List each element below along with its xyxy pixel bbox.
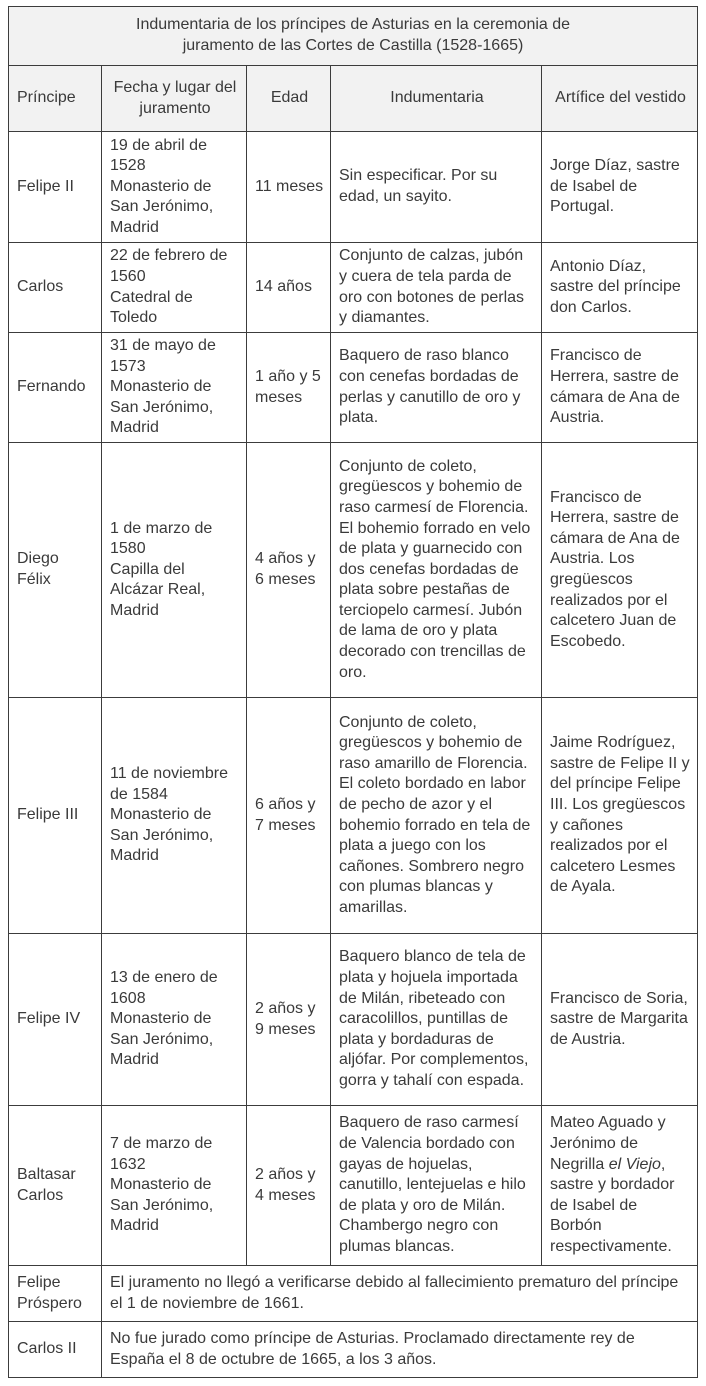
cell-artifice: Jaime Rodríguez, sastre de Felipe II y del príncipe Felipe III. Los gregüescos y cañones realizados por el calcetero Lesmes de Ayala. (542, 698, 698, 934)
cell-principe: Felipe III (9, 698, 102, 934)
cell-principe: Felipe II (9, 132, 102, 243)
cell-artifice: Francisco de Herrera, sastre de cámara de Ana de Austria. Los gregüescos realizados por el calcetero Juan de Escobedo. (542, 443, 698, 698)
table-row (9, 1266, 698, 1322)
cell-edad: 6 años y 7 meses (247, 698, 331, 934)
cell-artifice (542, 1106, 698, 1266)
princes-table (8, 6, 698, 1378)
cell-fecha (102, 243, 247, 333)
cell-artifice-part-a: Mateo Aguado y Jerónimo de Negrilla (550, 1114, 666, 1173)
cell-edad: 2 años y 9 meses (247, 934, 331, 1106)
cell-fecha (102, 1106, 247, 1266)
cell-note: No fue jurado como príncipe de Asturias. Proclamado directamente rey de España el 8 de octubre de 1665, a los 3 años. (102, 1322, 698, 1378)
cell-fecha-place: Catedral de Toledo (110, 288, 193, 327)
cell-fecha-date: 1 de marzo de 1580 (110, 519, 213, 558)
cell-fecha-place: Monasterio de San Jerónimo, Madrid (110, 177, 214, 236)
table-row (9, 443, 698, 698)
header-fecha-line-2: juramento (139, 99, 211, 117)
caption-line-1: Indumentaria de los príncipes de Asturias en la ceremonia de (136, 16, 571, 34)
table-row (9, 333, 698, 443)
cell-principe: Baltasar Carlos (9, 1106, 102, 1266)
caption-line-2: juramento de las Cortes de Castilla (1528-1665) (182, 37, 524, 54)
cell-indumentaria: Baquero de raso carmesí de Valencia bordado con gayas de hojuelas, canutillo, lentejuelas e hilo de plata y oro de Milán. Chambergo negro con plumas blancas. (331, 1106, 542, 1266)
cell-fecha-place: Monasterio de San Jerónimo, Madrid (110, 1176, 214, 1235)
cell-indumentaria: Baquero blanco de tela de plata y hojuela importada de Milán, ribeteado con caracolillos, puntillas de plata y bordaduras de aljófar. Por complementos, gorra y tahalí con espada. (331, 934, 542, 1106)
cell-principe: Carlos II (9, 1322, 102, 1378)
cell-artifice: Antonio Díaz, sastre del príncipe don Carlos. (542, 243, 698, 333)
cell-edad: 1 año y 5 meses (247, 333, 331, 443)
cell-fecha-date: 22 de febrero de 1560 (110, 247, 228, 285)
cell-fecha-place: Monasterio de San Jerónimo, Madrid (110, 378, 214, 437)
cell-artifice: Jorge Díaz, sastre de Isabel de Portugal. (542, 132, 698, 243)
cell-principe: Diego Félix (9, 443, 102, 698)
table-row (9, 132, 698, 243)
cell-fecha-date: 31 de mayo de 1573 (110, 337, 216, 375)
cell-edad: 14 años (247, 243, 331, 333)
table-row (9, 934, 698, 1106)
cell-artifice: Francisco de Herrera, sastre de cámara de Ana de Austria. (542, 333, 698, 443)
cell-fecha-place: Monasterio de San Jerónimo, Madrid (110, 806, 214, 865)
table-row (9, 1322, 698, 1378)
header-fecha (102, 66, 247, 132)
cell-artifice: Francisco de Soria, sastre de Margarita de Austria. (542, 934, 698, 1106)
cell-indumentaria: Baquero de raso blanco con cenefas bordadas de perlas y canutillo de oro y plata. (331, 333, 542, 443)
cell-principe: Felipe Próspero (9, 1266, 102, 1322)
cell-edad: 4 años y 6 meses (247, 443, 331, 698)
cell-fecha-place: Monasterio de San Jerónimo, Madrid (110, 1010, 214, 1069)
cell-indumentaria: Conjunto de coleto, gregüescos y bohemio de raso amarillo de Florencia. El coleto bordado en labor de pecho de azor y el bohemio forrado en tela de plata a juego con los cañones. Sombrero negro con plumas blancas y amarillas. (331, 698, 542, 934)
header-artifice: Artífice del vestido (542, 66, 698, 132)
cell-principe: Carlos (9, 243, 102, 333)
cell-fecha (102, 132, 247, 243)
cell-edad: 11 meses (247, 132, 331, 243)
cell-principe: Fernando (9, 333, 102, 443)
cell-fecha (102, 443, 247, 698)
cell-note: El juramento no llegó a verificarse debido al fallecimiento prematuro del príncipe el 1 de noviembre de 1661. (102, 1266, 698, 1322)
header-fecha-line-1: Fecha y lugar del (113, 78, 237, 96)
cell-indumentaria: Conjunto de coleto, gregüescos y bohemio de raso carmesí de Florencia. El bohemio forrado en velo de plata y guarnecido con dos cenefas bordadas de plata sobre pestañas de terciopelo carmesí. Jubón de lama de oro y plata decorado con trencillas de oro. (331, 443, 542, 698)
header-indumentaria: Indumentaria (331, 66, 542, 132)
table-caption (9, 7, 698, 66)
header-edad: Edad (247, 66, 331, 132)
cell-indumentaria: Conjunto de calzas, jubón y cuera de tela parda de oro con botones de perlas y diamantes. (331, 243, 542, 333)
cell-fecha-date: 11 de noviembre de 1584 (110, 765, 228, 803)
table-row (9, 243, 698, 333)
cell-artifice-italic: el Viejo (608, 1155, 661, 1173)
cell-indumentaria: Sin especificar. Por su edad, un sayito. (331, 132, 542, 243)
cell-fecha (102, 698, 247, 934)
cell-fecha-date: 7 de marzo de 1632 (110, 1135, 213, 1173)
cell-fecha (102, 333, 247, 443)
cell-fecha-date: 13 de enero de 1608 (110, 969, 218, 1007)
header-principe: Príncipe (9, 66, 102, 132)
cell-fecha-place: Capilla del Alcázar Real, Madrid (110, 560, 206, 619)
cell-edad: 2 años y 4 meses (247, 1106, 331, 1266)
cell-artifice-part-b: , sastre y bordador de Isabel de Borbón respectivamente. (550, 1155, 675, 1255)
cell-fecha (102, 934, 247, 1106)
cell-fecha-date: 19 de abril de 1528 (110, 136, 207, 175)
cell-principe: Felipe IV (9, 934, 102, 1106)
table-row (9, 1106, 698, 1266)
table-row (9, 698, 698, 934)
